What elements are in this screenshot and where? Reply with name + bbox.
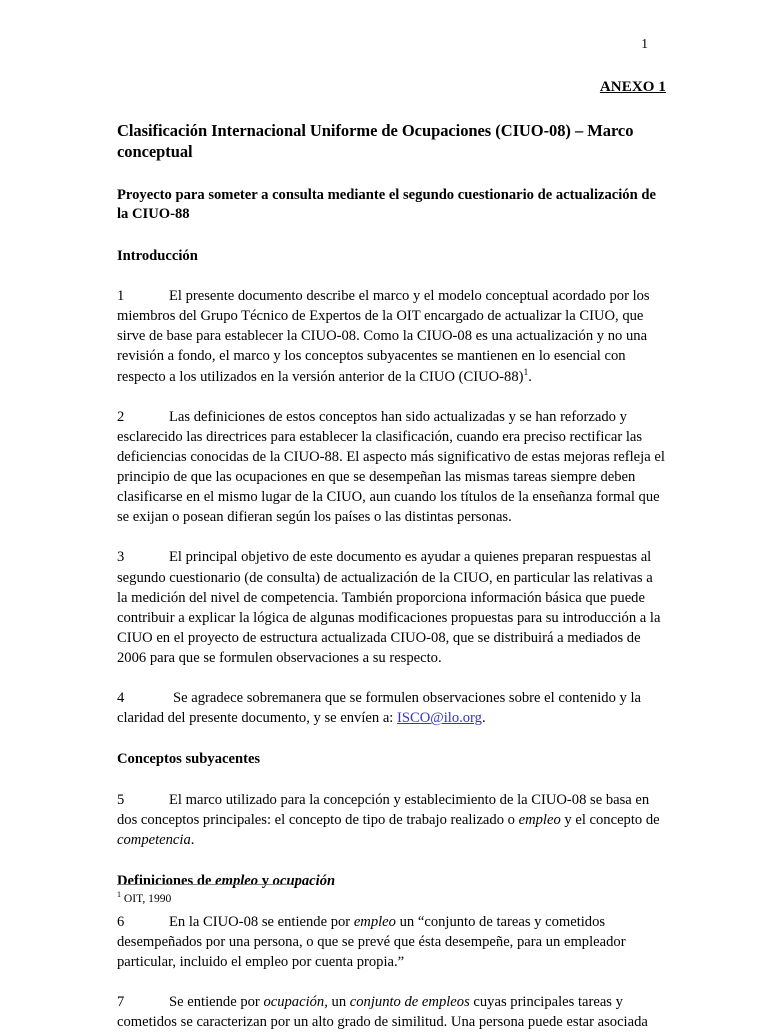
footnote-1-marker: 1 (117, 890, 121, 900)
footnote-reference-1[interactable]: 1 (523, 366, 529, 378)
paragraph-3-number: 3 (117, 549, 125, 566)
page-number: 1 (641, 36, 648, 51)
footnote-1-text: OIT, 1990 (121, 892, 172, 905)
paragraph-1 (117, 286, 666, 387)
paragraph-7-emphasis-ocupacion: ocupación, (263, 994, 328, 1011)
page-content (117, 36, 666, 1032)
paragraph-7-text-1: Se entiende por (169, 994, 264, 1011)
heading-definiciones-empleo: empleo (215, 873, 259, 890)
annex-line (117, 78, 666, 98)
paragraph-2 (117, 407, 666, 528)
document-subtitle: Proyecto para someter a consulta mediante el segundo cuestionario de actualización de la CIUO-88 (117, 186, 656, 223)
paragraph-6-text-1: En la CIUO-08 se entiende por (169, 913, 354, 930)
paragraph-7 (117, 992, 666, 1032)
paragraph-5-text-1: El marco utilizado para la concepción y establecimiento de la CIUO-08 se basa en dos conceptos principales: el concepto de tipo de trabajo realizado o (117, 791, 650, 828)
paragraph-4-text-after-link: . (481, 710, 486, 727)
paragraph-6-emphasis-empleo: empleo (353, 913, 396, 930)
heading-definiciones-conjunction: y (258, 873, 273, 890)
annex-label: ANEXO 1 (599, 79, 666, 95)
paragraph-5-number: 5 (117, 791, 125, 808)
paragraph-5-emphasis-empleo: empleo (518, 812, 561, 828)
footnote-area (117, 884, 666, 906)
paragraph-6 (117, 912, 666, 972)
email-link-isco[interactable]: ISCO@ilo.org (397, 710, 482, 727)
footnote-separator-rule (117, 884, 292, 885)
paragraph-1-tail: . (528, 368, 532, 385)
page-title: Clasificación Internacional Uniforme de Ocupaciones (CIUO-08) – Marco conceptual (117, 121, 634, 162)
paragraph-2-number: 2 (117, 408, 125, 425)
paragraph-4-text-before-link: Se agradece sobremanera que se formulen observaciones sobre el contenido y la claridad del presente documento, y se envíen a: (117, 690, 642, 727)
paragraph-7-text-3: cuyas principales tareas y cometidos se caracterizan por un alto grado de similitud. Una persona puede estar asociada (117, 994, 648, 1031)
paragraph-2-text: Las definiciones de estos conceptos han sido actualizadas y se han reforzado y esclarecido las directrices para establecer la clasificación, cuando era preciso rectificar las deficiencias conocidas de la CIUO-88. El aspecto más significativo de estas mejoras refleja el principio de que las ocupaciones en que se desempeñan las mismas tareas siempre deben clasificarse en el mismo lugar de la CIUO, aun cuando los títulos de la enseñanza formal que se exijan o posean difieran según los países o las distintas personas. (117, 408, 665, 526)
paragraph-7-text-2: un (327, 994, 350, 1011)
heading-definiciones-ocupacion: ocupación (272, 873, 336, 890)
paragraph-6-text-2: un “conjunto de tareas y cometidos desempeñados por una persona, o que se prevé que ésta desempeñe, para un empleador particular, incluido el empleo por cuenta propia.” (117, 913, 626, 970)
paragraph-5-text-3: . (190, 832, 195, 849)
paragraph-7-emphasis-conjunto-de-empleos: conjunto de empleos (349, 994, 470, 1011)
paragraph-5-emphasis-competencia: competencia (117, 832, 191, 849)
paragraph-5-text-2: y el concepto de (560, 812, 660, 828)
heading-definiciones-prefix: Definiciones de (117, 873, 216, 890)
paragraph-3-text: El principal objetivo de este documento es ayudar a quienes preparan respuestas al segundo cuestionario (de consulta) de actualización de la CIUO, en particular las relativas a la medición del nivel de competencia. También proporciona información básica que puede contribuir a explicar la lógica de algunas modificaciones propuestas para su introducción a la CIUO en el proyecto de estructura actualizada CIUO-08, que se distribuirá a mediados de 2006 para que se formulen observaciones a su respecto. (117, 549, 661, 667)
paragraph-7-number: 7 (117, 994, 125, 1011)
paragraph-1-number: 1 (117, 288, 125, 305)
paragraph-1-text: El presente documento describe el marco y el modelo conceptual acordado por los miembros del Grupo Técnico de Expertos de la OIT encargado de actualizar la CIUO, que sirve de base para establecer la CIUO-08. Como la CIUO-08 es una actualización y no una revisión a fondo, el marco y los conceptos subyacentes se mantienen en lo esencial con respecto a los utilizados en la versión anterior de la CIUO (CIUO-88) (117, 288, 650, 385)
paragraph-4 (117, 688, 666, 728)
footnote-1 (117, 891, 666, 906)
paragraph-3 (117, 547, 666, 668)
paragraph-5 (117, 790, 666, 850)
heading-conceptos-subyacentes: Conceptos subyacentes (117, 751, 261, 768)
heading-introduccion: Introducción (117, 247, 198, 264)
paragraph-6-number: 6 (117, 913, 125, 930)
paragraph-4-number: 4 (117, 690, 125, 707)
